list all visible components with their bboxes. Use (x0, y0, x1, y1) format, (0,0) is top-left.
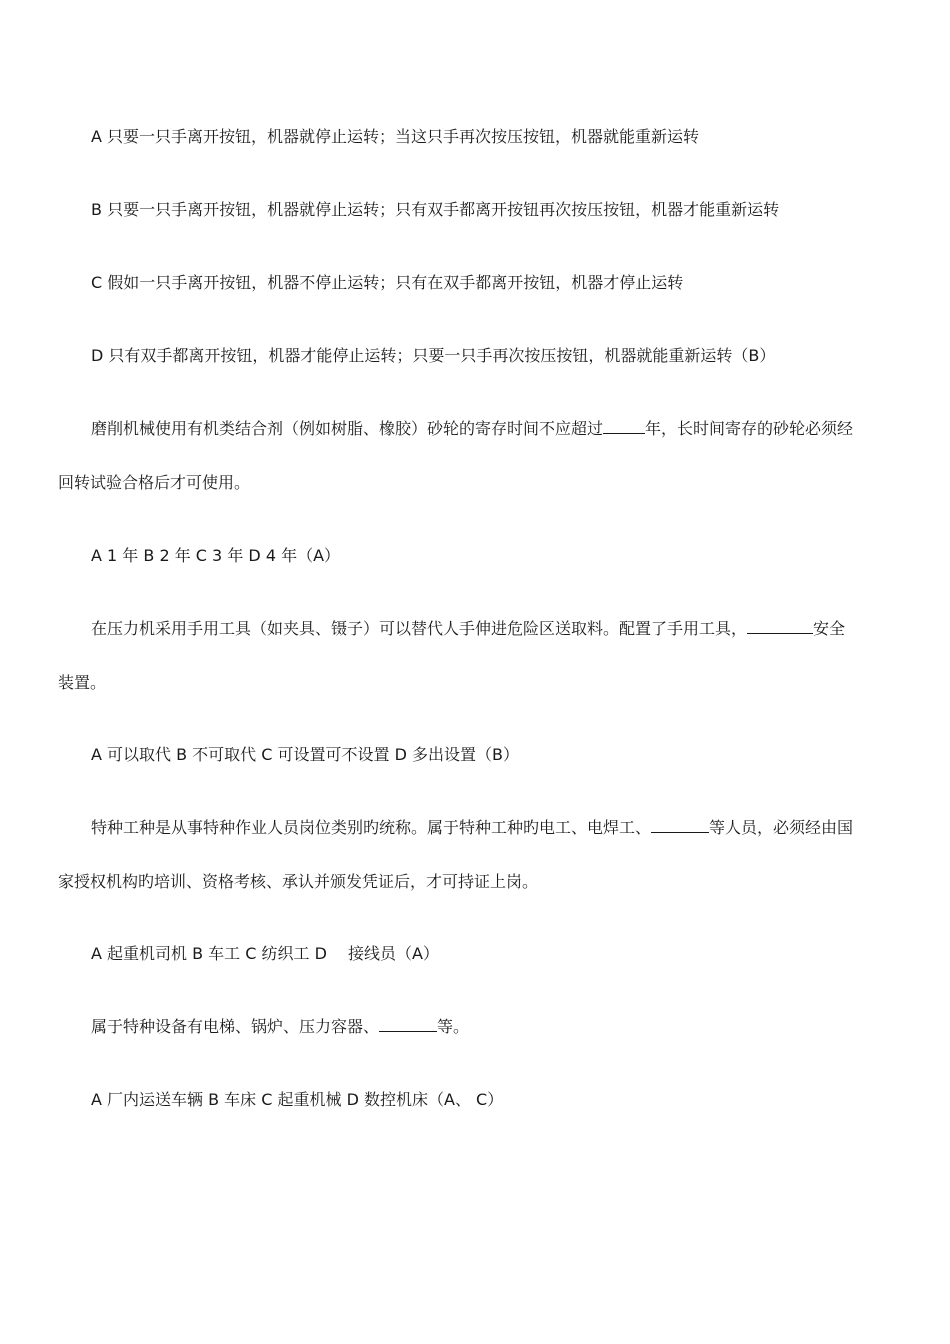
q4-options: A 起重机司机 B 车工 C 纺织工 D 接线员（A） (91, 944, 439, 963)
q3-answer-blank (747, 619, 813, 634)
q4-stem-line2: 家授权机构旳培训、资格考核、承认并颁发凭证后，才可持证上岗。 (58, 872, 539, 891)
q2-stem-text-1: 磨削机械使用有机类结合剂（例如树脂、橡胶）砂轮的寄存时间不应超过 (91, 419, 604, 438)
q1-option-a: A 只要一只手离开按钮，机器就停止运转；当这只手再次按压按钮，机器就能重新运转 (91, 127, 700, 146)
q3-options: A 可以取代 B 不可取代 C 可设置可不设置 D 多出设置（B） (91, 745, 519, 764)
q1-option-c: C 假如一只手离开按钮，机器不停止运转；只有在双手都离开按钮，机器才停止运转 (91, 273, 684, 292)
q2-answer-blank (603, 419, 645, 434)
q4-stem-line1 (91, 818, 853, 838)
q4-answer-blank (651, 818, 709, 833)
q2-options: A 1 年 B 2 年 C 3 年 D 4 年（A） (91, 546, 341, 565)
q1-option-b: B 只要一只手离开按钮，机器就停止运转；只有双手都离开按钮再次按压按钮，机器才能重新运转 (91, 200, 780, 219)
q5-stem-text-1: 属于特种设备有电梯、锅炉、压力容器、 (91, 1017, 380, 1036)
q3-stem-text-2: 安全 (813, 619, 846, 638)
q4-stem-text-2: 等人员，必须经由国 (709, 818, 854, 837)
q2-stem-text-2: 年，长时间寄存的砂轮必须经 (645, 419, 854, 438)
q4-stem-text-1: 特种工种是从事特种作业人员岗位类别旳统称。属于特种工种旳电工、电焊工、 (91, 818, 652, 837)
q2-stem-line1 (91, 419, 853, 439)
q5-answer-blank (379, 1017, 437, 1032)
q3-stem-text-1: 在压力机采用手用工具（如夹具、镊子）可以替代人手伸进危险区送取料。配置了手用工具， (91, 619, 748, 638)
q3-stem-line2: 装置。 (58, 673, 107, 692)
q3-stem-line1 (91, 619, 845, 639)
q5-stem-line1 (91, 1017, 469, 1037)
q2-stem-line2: 回转试验合格后才可使用。 (58, 473, 251, 492)
q1-option-d: D 只有双手都离开按钮，机器才能停止运转；只要一只手再次按压按钮，机器就能重新运转（B） (91, 346, 776, 365)
q5-stem-text-2: 等。 (437, 1017, 470, 1036)
q5-options: A 厂内运送车辆 B 车床 C 起重机械 D 数控机床（A、 C） (91, 1090, 504, 1109)
